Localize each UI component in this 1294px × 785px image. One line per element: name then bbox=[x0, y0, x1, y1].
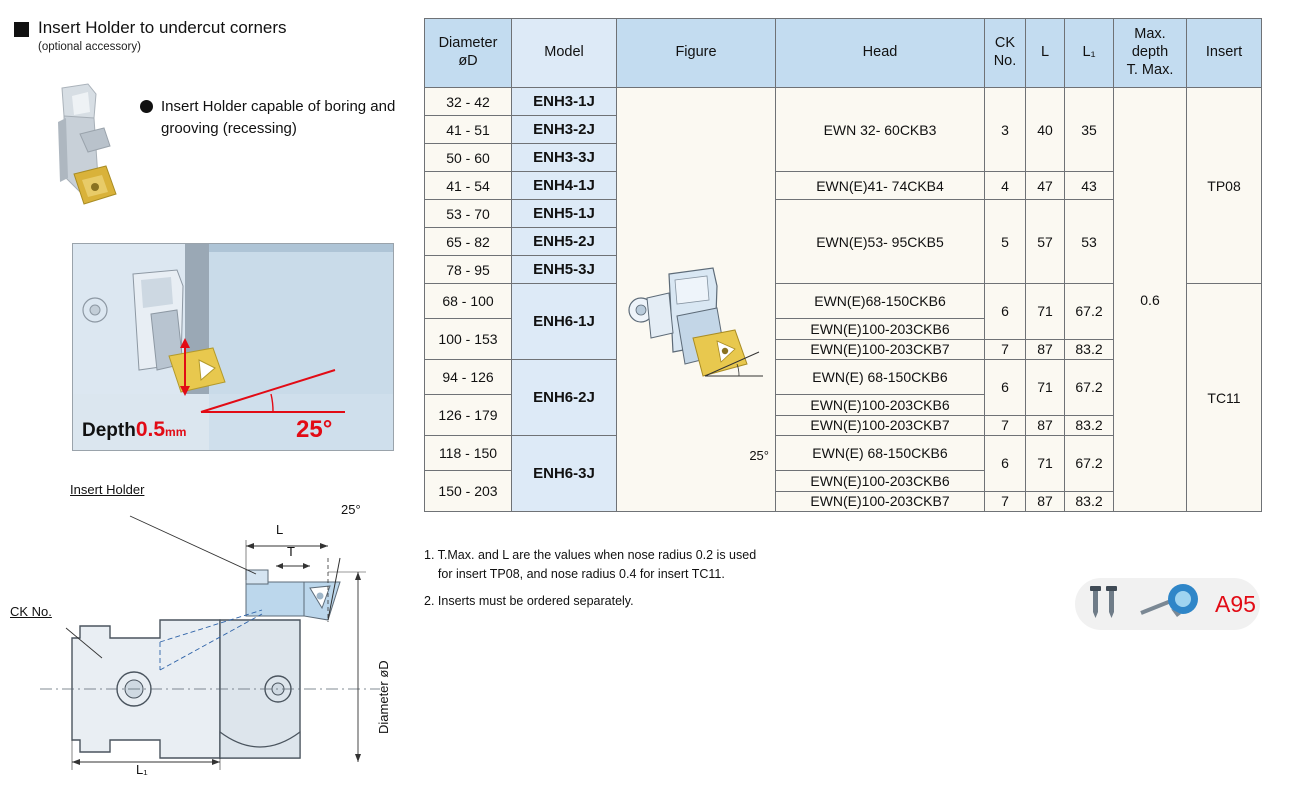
cell-head: EWN(E)100-203CKB7 bbox=[776, 339, 985, 360]
label-dim-l1: L₁ bbox=[136, 762, 148, 777]
table-body bbox=[425, 88, 1262, 512]
cell-head: EWN(E)53- 95CKB5 bbox=[776, 200, 985, 284]
cell-l: 71 bbox=[1026, 284, 1065, 340]
cell-model: ENH6-2J bbox=[512, 360, 617, 436]
cell-head: EWN(E)100-203CKB7 bbox=[776, 491, 985, 512]
cell-diameter: 50 - 60 bbox=[425, 144, 512, 172]
th-ck-line1: CK bbox=[994, 35, 1016, 52]
cell-model: ENH3-1J bbox=[512, 88, 617, 116]
specification-table bbox=[424, 18, 1262, 512]
specification-table-wrap bbox=[424, 18, 1262, 512]
th-l1: L₁ bbox=[1065, 19, 1114, 88]
section-title-text: Insert Holder to undercut corners bbox=[38, 18, 287, 37]
cell-ck: 5 bbox=[985, 200, 1026, 284]
cell-head: EWN(E)100-203CKB7 bbox=[776, 415, 985, 436]
cell-l: 87 bbox=[1026, 339, 1065, 360]
cell-diameter: 150 - 203 bbox=[425, 471, 512, 512]
label-dim-t: T bbox=[287, 544, 295, 559]
cell-l1: 53 bbox=[1065, 200, 1114, 284]
label-dim-l: L bbox=[276, 522, 284, 537]
cell-l: 87 bbox=[1026, 491, 1065, 512]
depth-label bbox=[82, 418, 186, 442]
cell-l: 71 bbox=[1026, 436, 1065, 492]
cell-l1: 35 bbox=[1065, 88, 1114, 172]
cell-head: EWN(E)100-203CKB6 bbox=[776, 319, 985, 340]
th-insert: Insert bbox=[1187, 19, 1262, 88]
cell-model: ENH3-2J bbox=[512, 116, 617, 144]
wrench-icon bbox=[1137, 583, 1203, 625]
note-2: 2. Inserts must be ordered separately. bbox=[424, 593, 634, 608]
note-1-line-1: 1. T.Max. and L are the values when nose radius 0.2 is used bbox=[424, 548, 757, 562]
screws-icon bbox=[1087, 584, 1131, 624]
cell-ck: 7 bbox=[985, 415, 1026, 436]
depth-value: 0.5 bbox=[135, 418, 166, 441]
cell-head: EWN(E) 68-150CKB6 bbox=[776, 436, 985, 471]
th-ck-line2: No. bbox=[993, 53, 1017, 69]
insert-holder-photo bbox=[44, 82, 128, 214]
label-angle-drawing: 25° bbox=[341, 502, 361, 517]
label-ck-no: CK No. bbox=[10, 604, 52, 619]
cell-diameter: 126 - 179 bbox=[425, 395, 512, 436]
th-diameter-line1: Diameter bbox=[438, 35, 498, 52]
depth-label-text: Depth bbox=[82, 420, 136, 441]
cell-ck: 7 bbox=[985, 339, 1026, 360]
cell-l: 47 bbox=[1026, 172, 1065, 200]
cell-ck: 3 bbox=[985, 88, 1026, 172]
cell-model: ENH5-2J bbox=[512, 228, 617, 256]
cell-ck: 6 bbox=[985, 360, 1026, 416]
th-max-line2: depth bbox=[1131, 44, 1169, 61]
cell-l1: 67.2 bbox=[1065, 436, 1114, 492]
cell-model: ENH5-3J bbox=[512, 256, 617, 284]
cell-diameter: 32 - 42 bbox=[425, 88, 512, 116]
cell-l1: 83.2 bbox=[1065, 491, 1114, 512]
cell-l1: 67.2 bbox=[1065, 284, 1114, 340]
cell-l1: 83.2 bbox=[1065, 415, 1114, 436]
cell-l1: 67.2 bbox=[1065, 360, 1114, 416]
label-insert-holder: Insert Holder bbox=[70, 482, 145, 497]
table-head bbox=[425, 19, 1262, 88]
th-l: L bbox=[1026, 19, 1065, 88]
th-figure: Figure bbox=[617, 19, 776, 88]
cell-head: EWN(E)41- 74CKB4 bbox=[776, 172, 985, 200]
th-diameter bbox=[425, 19, 512, 88]
th-head: Head bbox=[776, 19, 985, 88]
figure-diagram bbox=[617, 148, 775, 448]
cell-ck: 6 bbox=[985, 284, 1026, 340]
th-ck-no bbox=[985, 19, 1026, 88]
left-column bbox=[0, 0, 410, 783]
th-max-line3: T. Max. bbox=[1126, 61, 1174, 78]
note-1-line-2: for insert TP08, and nose radius 0.4 for insert TC11. bbox=[424, 566, 725, 581]
cell-model: ENH6-3J bbox=[512, 436, 617, 512]
dimension-drawing bbox=[10, 462, 410, 780]
feature-bullet bbox=[140, 96, 410, 140]
section-subtitle: (optional accessory) bbox=[38, 41, 141, 53]
accessory-badge bbox=[1075, 578, 1260, 630]
cell-head: EWN(E)68-150CKB6 bbox=[776, 284, 985, 319]
th-max-line1: Max. bbox=[1134, 26, 1166, 43]
cell-l: 40 bbox=[1026, 88, 1065, 172]
th-diameter-line2: øD bbox=[458, 53, 478, 69]
angle-label-illustration: 25° bbox=[296, 416, 333, 443]
cell-model: ENH5-1J bbox=[512, 200, 617, 228]
th-model: Model bbox=[512, 19, 617, 88]
cell-l: 71 bbox=[1026, 360, 1065, 416]
section-title bbox=[14, 18, 287, 38]
cell-l1: 43 bbox=[1065, 172, 1114, 200]
accessory-code: A95 bbox=[1215, 590, 1256, 617]
cell-head: EWN(E)100-203CKB6 bbox=[776, 471, 985, 492]
figure-angle-label: 25° bbox=[749, 448, 769, 463]
cell-diameter: 118 - 150 bbox=[425, 436, 512, 471]
cell-max-depth: 0.6 bbox=[1114, 88, 1187, 512]
cell-diameter: 53 - 70 bbox=[425, 200, 512, 228]
bullet-dot-icon bbox=[140, 100, 153, 113]
cell-diameter: 100 - 153 bbox=[425, 319, 512, 360]
table-header-row bbox=[425, 19, 1262, 88]
cell-head: EWN 32- 60CKB3 bbox=[776, 88, 985, 172]
cell-diameter: 68 - 100 bbox=[425, 284, 512, 319]
cell-ck: 4 bbox=[985, 172, 1026, 200]
cell-insert: TP08 bbox=[1187, 88, 1262, 284]
cell-l: 87 bbox=[1026, 415, 1065, 436]
cell-diameter: 65 - 82 bbox=[425, 228, 512, 256]
cell-ck: 6 bbox=[985, 436, 1026, 492]
cell-model: ENH6-1J bbox=[512, 284, 617, 360]
cell-ck: 7 bbox=[985, 491, 1026, 512]
depth-unit: mm bbox=[165, 425, 187, 439]
cell-model: ENH3-3J bbox=[512, 144, 617, 172]
cell-head: EWN(E)100-203CKB6 bbox=[776, 395, 985, 416]
cell-l1: 83.2 bbox=[1065, 339, 1114, 360]
table-row bbox=[425, 88, 1262, 116]
cell-model: ENH4-1J bbox=[512, 172, 617, 200]
cell-l: 57 bbox=[1026, 200, 1065, 284]
cell-figure bbox=[617, 88, 776, 512]
cell-diameter: 41 - 51 bbox=[425, 116, 512, 144]
cell-insert: TC11 bbox=[1187, 284, 1262, 512]
cell-head: EWN(E) 68-150CKB6 bbox=[776, 360, 985, 395]
cell-diameter: 94 - 126 bbox=[425, 360, 512, 395]
cell-diameter: 41 - 54 bbox=[425, 172, 512, 200]
label-diameter-od: Diameter øD bbox=[376, 660, 391, 734]
bullet-square-icon bbox=[14, 22, 29, 37]
cell-diameter: 78 - 95 bbox=[425, 256, 512, 284]
th-max-depth bbox=[1114, 19, 1187, 88]
feature-bullet-text: Insert Holder capable of boring and grooving (recessing) bbox=[161, 98, 396, 137]
table-notes bbox=[424, 546, 756, 610]
